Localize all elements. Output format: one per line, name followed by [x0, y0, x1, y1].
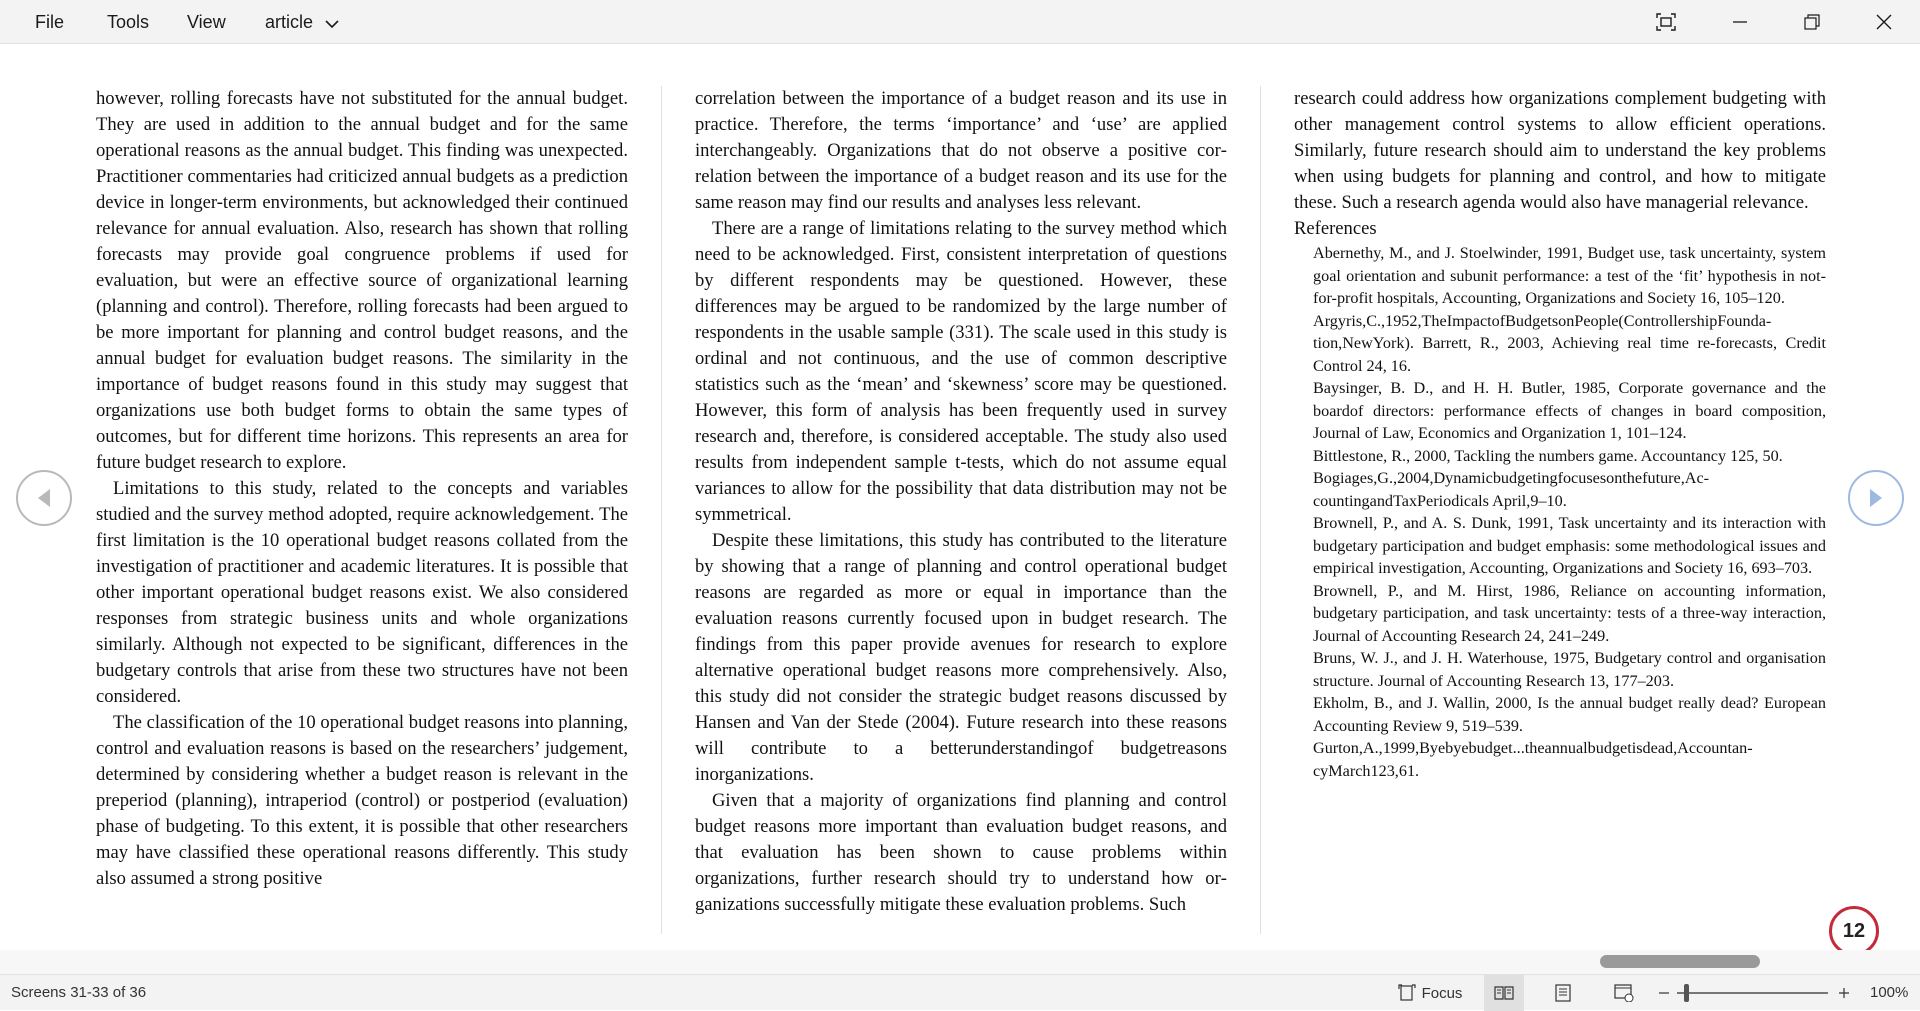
print-layout-icon	[1555, 984, 1571, 1002]
minimize-icon	[1732, 14, 1748, 30]
column-divider	[1260, 86, 1261, 934]
read-mode-button[interactable]	[1484, 975, 1524, 1011]
menu-file[interactable]: File	[35, 12, 65, 32]
reference-item: Baysinger, B. D., and H. H. Butler, 1985, Corporate governance and the boardof directors: performance effects of changes in board composition, Journal of Law, Economics and Organization 1, 101–124.	[1313, 379, 1826, 442]
screen-count: Screens 31-33 of 36	[11, 984, 147, 1001]
references-heading: References	[1294, 218, 1377, 239]
reference-item: Brownell, P., and M. Hirst, 1986, Reliance on accounting information, budgetary participation, and task uncertainty: tests of a three-way interaction, Journal of Accounting Research 24, 241–249.	[1313, 581, 1826, 645]
full-screen-button[interactable]	[1636, 0, 1696, 44]
reference-item: Bogiages,G.,2004,Dynamicbudgetingfocusesonthefuture,AccountingandTaxPeriodicals April,9–10.	[1313, 469, 1710, 510]
reading-column-3	[1294, 86, 1826, 782]
chevron-right-icon	[1866, 487, 1886, 509]
web-layout-button[interactable]	[1604, 975, 1644, 1011]
paragraph: The classification of the 10 operational budget reasons into planning, control and evaluation reasons is based on the researchers’ judgement, determined by considering whether a budget reason is relevant in the preperiod (planning), intraperiod (control) or postperiod (evaluation) phase of budgeting. To this extent, it is possible that other researchers may have classified these operational reasons differently. This study also assumed a strong positive	[96, 712, 628, 889]
chevron-left-icon	[34, 487, 54, 509]
zoom-in-button[interactable]	[1834, 975, 1854, 1011]
restore-button[interactable]	[1782, 0, 1842, 44]
web-layout-icon	[1614, 984, 1634, 1002]
paragraph: research could address how organizations complement budgeting with other management control systems to allow efficient operations. Similarly, future research should aim to understand the key problems when using budgets for planning and control, and how to mitigate these. Such a research agenda would also have managerial relevance.	[1294, 88, 1826, 213]
menu-tools[interactable]: Tools	[107, 12, 150, 32]
status-bar	[0, 974, 1920, 1010]
close-icon	[1876, 14, 1892, 30]
zoom-slider[interactable]	[1677, 992, 1828, 994]
close-button[interactable]	[1854, 0, 1914, 44]
title-bar	[0, 0, 1920, 44]
page-number: 12	[1842, 919, 1866, 942]
paragraph: correlation between the importance of a budget reason and its use in practice. Therefore, the terms ‘importance’ and ‘use’ are applied interchangeably. Organizations that do not observe a positive correlation between the importance of a budget reason and its use for the same reason may find our results and analyses less relevant.	[695, 88, 1227, 213]
zoom-slider-thumb[interactable]	[1684, 984, 1689, 1002]
reference-item: Bittlestone, R., 2000, Tackling the numbers game. Accountancy 125, 50.	[1313, 446, 1783, 465]
read-mode-icon	[1494, 985, 1514, 1001]
paragraph: however, rolling forecasts have not substituted for the annual budget. They are used in addition to the annual budget and for the same operational reasons as the annual budget. This finding was unexpected. Practitioner commentaries had criticized annual budgets as a prediction device in longer-term environments, but acknowledged their continued relevance for annual evaluation. Also, research has shown that rolling forecasts may provide goal congruence problems if used for evaluation, but were an effective source of organizational learning (planning and control). Therefore, rolling forecasts had been argued to be more important for planning and control budget reasons, and the annual budget for evaluation budget reasons. The similarity in the importance of budget reasons found in this study may suggest that organizations use both budget forms to obtain the same types of outcomes, but for different time horizons. This represents an area for future budget research to explore.	[96, 88, 628, 473]
reference-item: Ekholm, B., and J. Wallin, 2000, Is the annual budget really dead? European Accounting Review 9, 519–539.	[1313, 694, 1826, 735]
menu-article-label: article	[265, 12, 314, 32]
restore-icon	[1804, 14, 1820, 30]
print-layout-button[interactable]	[1543, 975, 1583, 1011]
zoom-out-button[interactable]	[1654, 975, 1674, 1011]
reference-item: Abernethy, M., and J. Stoelwinder, 1991, Budget use, task uncertainty, system goal orientation and subunit performance: a test of the ‘fit’ hypothesis in not-for-profit hospitals, Accounting, Organizations and Society 16, 105–120.	[1313, 244, 1826, 307]
reference-item: Gurton,A.,1999,Byebyebudget...theannualbudgetisdead,AccountancyMarch123,61.	[1313, 739, 1753, 780]
zoom-percentage[interactable]: 100%	[1870, 984, 1909, 1001]
minimize-button[interactable]	[1710, 0, 1770, 44]
page-number-badge[interactable]	[1829, 906, 1879, 956]
menu-view[interactable]: View	[187, 12, 226, 32]
paragraph: There are a range of limitations relating to the survey method which need to be acknowledged. First, consistent interpretation of questions by different respondents may be questioned. However, these differences may be argued to be randomized by the large number of respondents in the usable sample (331). The scale used in this study is ordinal and not continuous, and the use of common descriptive statistics such as the ‘mean’ and ‘skewness’ score may be questioned. However, this form of analysis has been frequently used in survey research and, therefore, is considered acceptable. The study also used results from independent sample t-tests, which do not assume equal variances to allow for the possibility that data distribution may not be symmetrical.	[695, 218, 1227, 525]
focus-button[interactable]	[1390, 975, 1470, 1011]
paragraph: Given that a majority of organizations find planning and control budget reasons more important than evaluation budget reasons, and that evaluation has been shown to cause problems within organizations, further research should try to understand how organizations successfully mitigate these evaluation problems. Such	[695, 790, 1227, 915]
menu-article[interactable]	[259, 0, 346, 44]
reference-item: Bruns, W. J., and J. H. Waterhouse, 1975, Budgetary control and organisation structure. Journal of Accounting Research 13, 177–203.	[1313, 649, 1826, 690]
chevron-down-icon	[324, 1, 340, 45]
paragraph: Despite these limitations, this study has contributed to the literature by showing that a range of planning and control operational budget reasons are regarded as more or equal in importance than the evaluation reasons currently focused upon in budget research. The findings from this paper provide avenues for research to explore alternative operational budget reasons more comprehensively. Also, this study did not consider the strategic budget reasons discussed by Hansen and Van der Stede (2004). Future research into these reasons will contribute to a betterunderstandingof budgetreasons inorganizations.	[695, 530, 1227, 785]
previous-page-button[interactable]	[16, 470, 72, 526]
focus-label: Focus	[1421, 984, 1463, 1002]
reading-column-2	[695, 86, 1227, 918]
reading-column-1	[96, 86, 628, 892]
full-screen-icon	[1656, 13, 1676, 31]
minus-icon	[1658, 987, 1670, 999]
scrollbar-thumb[interactable]	[1600, 955, 1760, 968]
column-divider	[661, 86, 662, 934]
focus-icon	[1398, 984, 1416, 1002]
next-page-button[interactable]	[1848, 470, 1904, 526]
reference-item: Argyris,C.,1952,TheImpactofBudgetsonPeople(ControllershipFoundation,NewYork). Barrett, R., 2003, Achieving real time re-forecasts, Credit Control 24, 16.	[1313, 311, 1826, 375]
reference-item: Brownell, P., and A. S. Dunk, 1991, Task uncertainty and its interaction with budgetary participation and budget emphasis: some methodological issues and empirical investigation, Accounting, Organizations and Society 16, 693–703.	[1313, 514, 1826, 577]
plus-icon	[1838, 987, 1850, 999]
paragraph: Limitations to this study, related to the concepts and variables studied and the survey method adopted, require acknowledgement. The first limitation is the 10 operational budget reasons collated from the investigation of practitioner and academic literatures. It is possible that other important operational budget reasons exist. We also considered responses from strategic business units and whole organizations similarly. Although not expected to be significant, differences in the budgetary controls that arise from these two structures have not been considered.	[96, 478, 628, 707]
